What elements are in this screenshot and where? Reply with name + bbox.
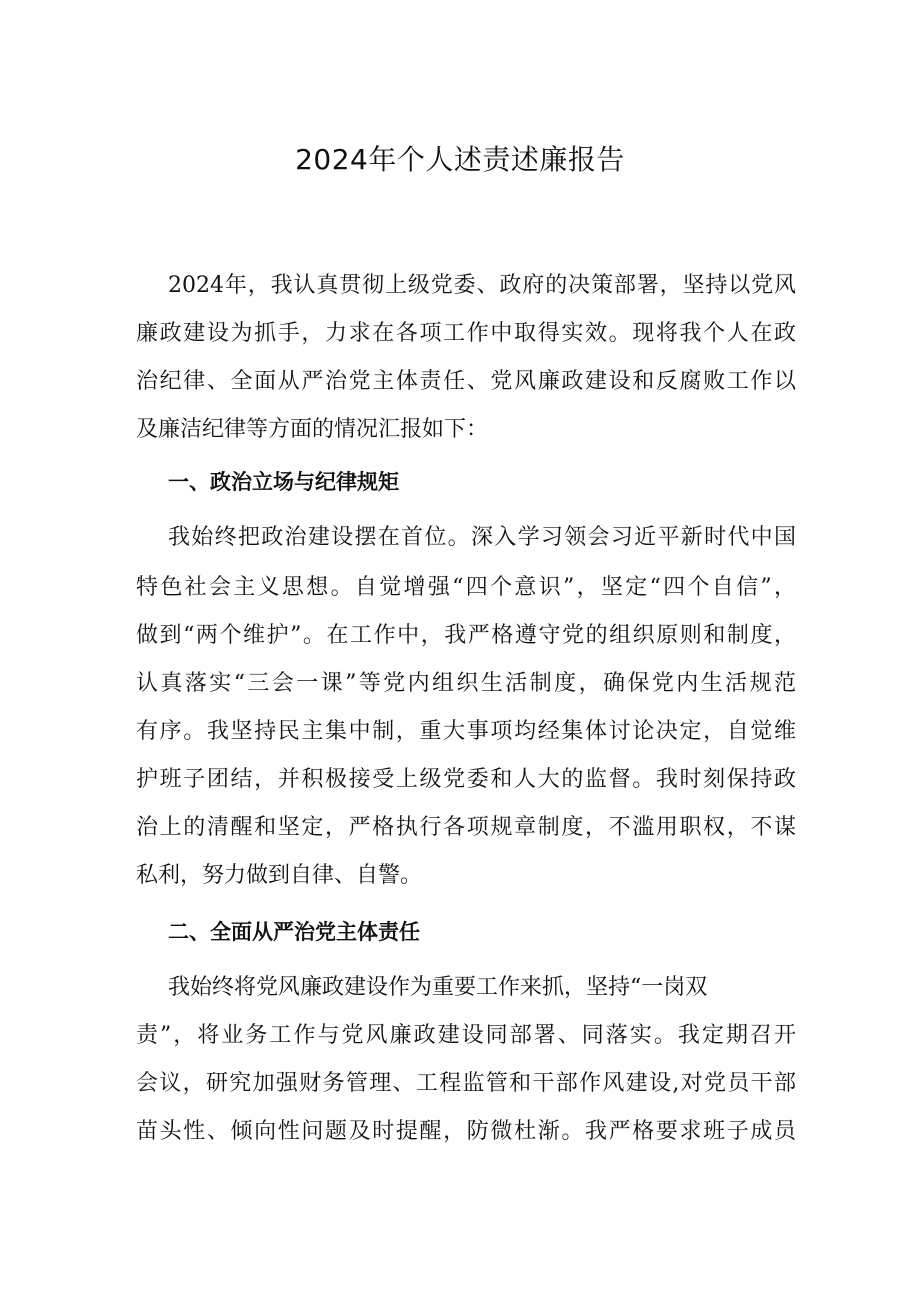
paragraph-line: 会议，研究加强财务管理、工程监管和干部作风建设,对党员干部 bbox=[136, 1071, 796, 1096]
page-title: 2024年个人述责述廉报告 bbox=[295, 143, 625, 176]
intro-line: 2024年，我认真贯彻上级党委、政府的决策部署，坚持以党风 bbox=[168, 273, 796, 298]
paragraph-line: 护班子团结，并积极接受上级党委和人大的监督。我时刻保持政 bbox=[136, 767, 796, 792]
paragraph-line: 我始终将党风廉政建设作为重要工作来抓，坚持“一岗双 bbox=[168, 975, 708, 1000]
paragraph-line: 做到“两个维护”。在工作中，我严格遵守党的组织原则和制度， bbox=[136, 623, 796, 648]
paragraph-line: 私利，努力做到自律、自警。 bbox=[136, 863, 423, 888]
intro-line: 治纪律、全面从严治党主体责任、党风廉政建设和反腐败工作以 bbox=[136, 369, 796, 394]
paragraph-line: 责”，将业务工作与党风廉政建设同部署、同落实。我定期召开 bbox=[136, 1023, 796, 1048]
intro-line: 廉政建设为抓手，力求在各项工作中取得实效。现将我个人在政 bbox=[136, 321, 796, 346]
section-heading: 二、全面从严治党主体责任 bbox=[168, 920, 420, 944]
paragraph-line: 苗头性、倾向性问题及时提醒，防微杜渐。我严格要求班子成员 bbox=[136, 1119, 796, 1144]
paragraph-line: 特色社会主义思想。自觉增强“四个意识”，坚定“四个自信”， bbox=[136, 575, 796, 600]
paragraph-line: 我始终把政治建设摆在首位。深入学习领会习近平新时代中国 bbox=[168, 525, 796, 550]
intro-line: 及廉洁纪律等方面的情况汇报如下： bbox=[136, 417, 489, 442]
paragraph-line: 治上的清醒和坚定，严格执行各项规章制度，不滥用职权，不谋 bbox=[136, 815, 796, 840]
paragraph-line: 认真落实“三会一课”等党内组织生活制度，确保党内生活规范 bbox=[136, 671, 796, 696]
section-heading: 一、政治立场与纪律规矩 bbox=[168, 470, 399, 494]
paragraph-line: 有序。我坚持民主集中制，重大事项均经集体讨论决定，自觉维 bbox=[136, 719, 796, 744]
